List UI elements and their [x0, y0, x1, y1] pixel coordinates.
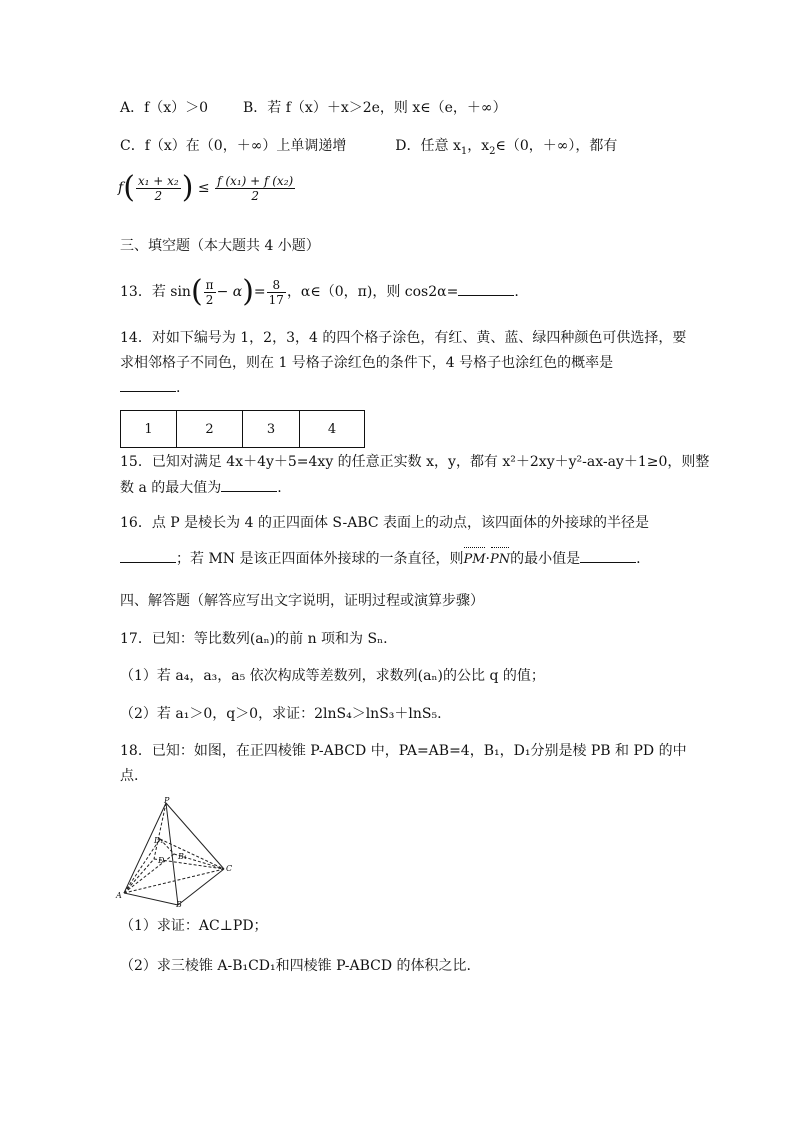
pyramid-figure [114, 797, 240, 907]
label-d1: D₁ [154, 836, 164, 845]
grid-cell: 4 [300, 411, 365, 448]
label-a: A [116, 891, 122, 900]
option-d-inequality: f( $\frac{\text{x₁ + x₂}}{2}$ ) ≤ $\frac{\text{f (x₁) + f (x₂)}}{2}$ [118, 170, 294, 205]
label-c: C [226, 864, 233, 873]
question-16-line1: 16．点 P 是棱长为 4 的正四面体 S-ABC 表面上的动点，该四面体的外接球的半径是 [120, 515, 650, 531]
question-13: 13．若 sin( $\frac{\pi}{2}$ − α)= $\frac{8}{17}$ ，α∈（0，π)，则 cos2α= . [120, 274, 519, 309]
label-p: P [164, 797, 170, 805]
option-c: C．f（x）在（0，＋∞）上单调递增 [120, 138, 347, 154]
question-18-line1: 18．已知：如图，在正四棱锥 P-ABCD 中，PA=AB=4，B₁，D₁分别是棱 PB 和 PD 的中 [120, 743, 687, 759]
question-14-answer: . [120, 377, 180, 398]
answer-blank-16b [580, 548, 636, 563]
answer-blank-14 [120, 377, 176, 392]
question-14-line2: 求相邻格子不同色，则在 1 号格子涂红色的条件下，4 号格子也涂红色的概率是 [120, 355, 614, 371]
question-17-stem: 17．已知：等比数列(aₙ)的前 n 项和为 Sₙ. [120, 631, 388, 647]
section-heading-fill-in: 三、填空题（本大题共 4 小题） [120, 238, 320, 254]
color-grid [120, 410, 365, 448]
question-17-part1: （1）若 a₄，a₃，a₅ 依次构成等差数列，求数列(aₙ)的公比 q 的值； [120, 668, 545, 684]
label-b1: B₁ [178, 852, 188, 861]
option-d: D．任意 $x_1$，$x_2\in(0$，＋∞），都有 [395, 138, 618, 157]
grid-cell: 3 [243, 411, 300, 448]
answer-blank-13 [458, 281, 514, 296]
question-15-line2: 数 a 的最大值为 . [120, 477, 282, 498]
label-b: B [176, 900, 182, 907]
question-18-part1: （1）求证：AC⊥PD； [120, 918, 268, 934]
question-15-line1: 15．已知对满足 4x＋4y＋5=4xy 的任意正实数 x，y，都有 x²＋2xy＋y²-ax-ay＋1≥0，则整 [120, 454, 710, 470]
grid-cell: 2 [177, 411, 243, 448]
question-14-line1: 14．对如下编号为 1，2，3，4 的四个格子涂色，有红、黄、蓝、绿四种颜色可供选择，要 [120, 330, 687, 346]
answer-blank-15 [221, 477, 277, 492]
option-b: B．若 f（x）＋x＞2e，则 x∈（e，＋∞） [243, 100, 507, 116]
question-17-part2: （2）若 a₁＞0，q＞0，求证：2lnS₄＞lnS₃＋lnS₅. [120, 706, 442, 722]
question-18-part2: （2）求三棱锥 A-B₁CD₁和四棱锥 P-ABCD 的体积之比. [120, 958, 471, 974]
answer-blank-16a [120, 548, 176, 563]
section-heading-solve: 四、解答题（解答应写出文字说明，证明过程或演算步骤） [120, 593, 484, 609]
label-d: D [158, 856, 165, 865]
grid-cell: 1 [121, 411, 177, 448]
option-a: A．f（x）＞0 [120, 100, 209, 116]
question-16-line2: ；若 MN 是该正四面体外接球的一条直径，则PM·PN的最小值是 . [120, 548, 641, 570]
question-18-line2: 点. [120, 768, 139, 784]
